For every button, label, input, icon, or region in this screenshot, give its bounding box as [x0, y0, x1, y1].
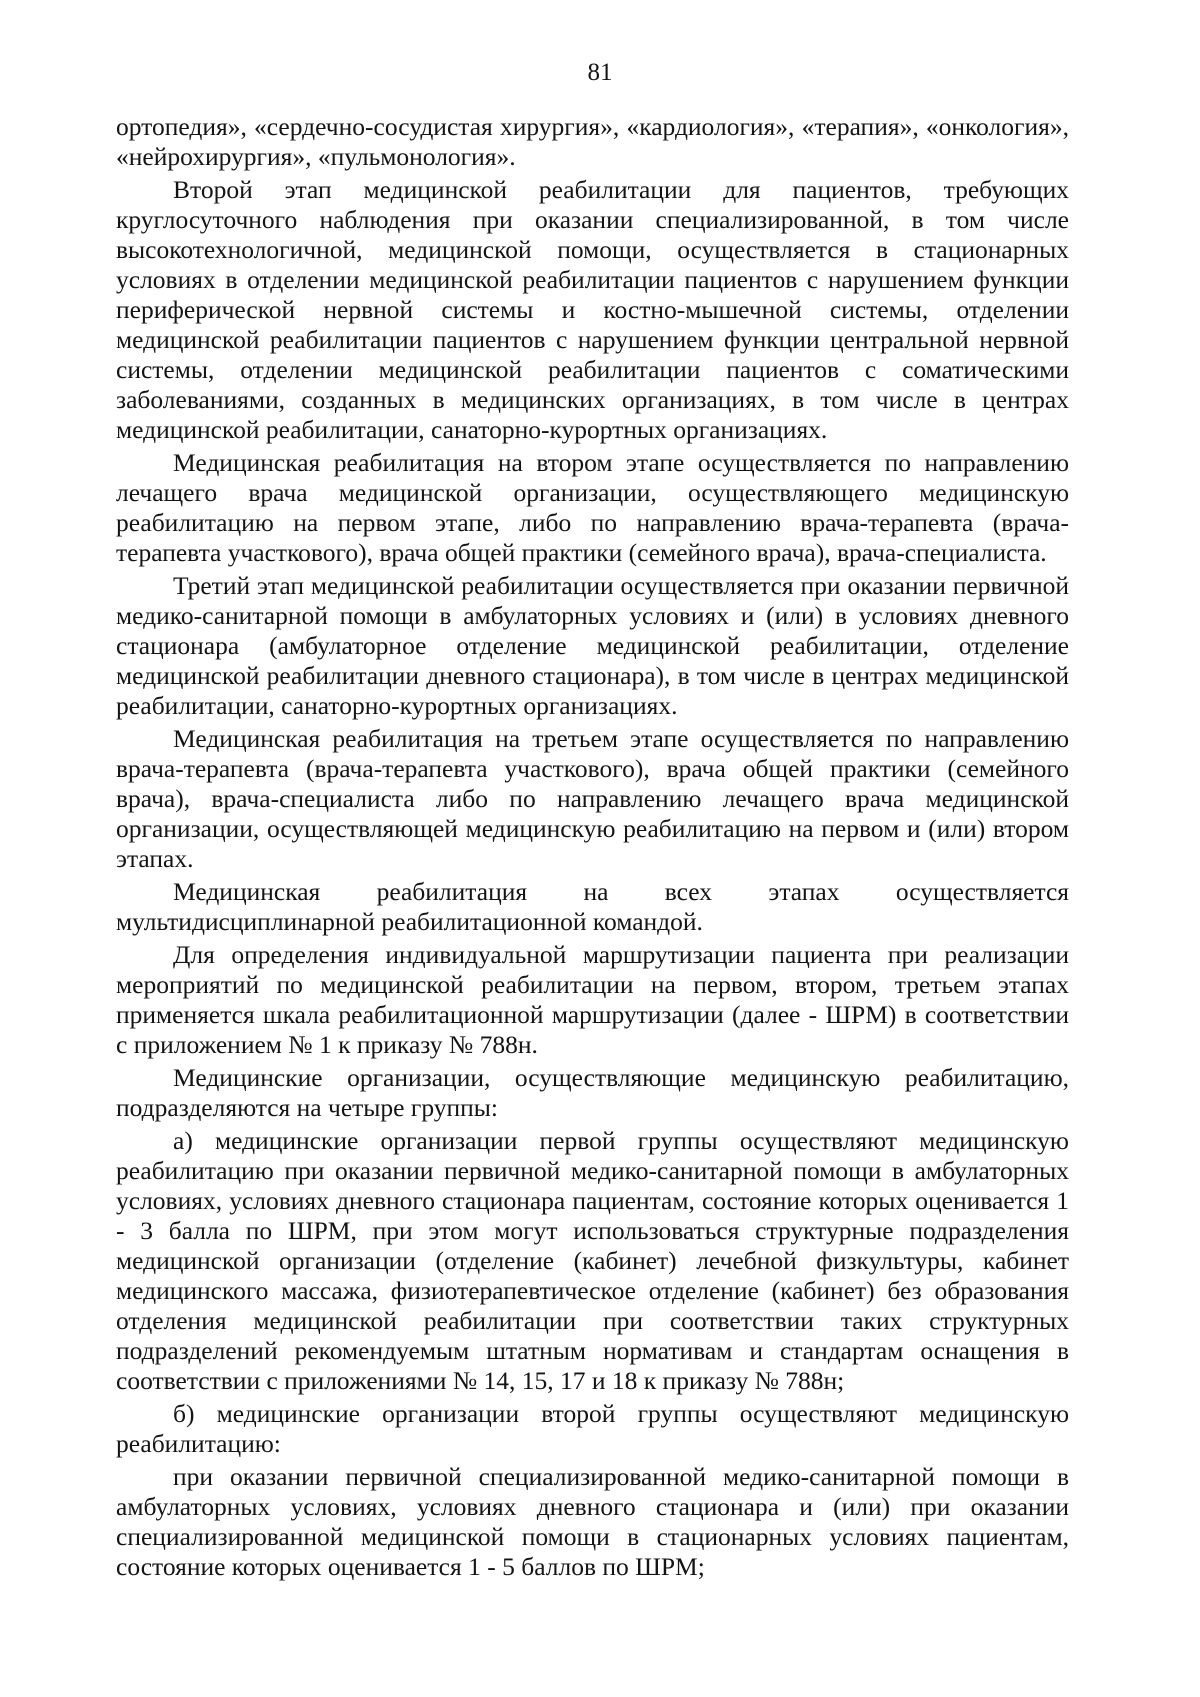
- paragraph-third-stage-referral: Медицинская реабилитация на третьем этапе осуществляется по направлению врача-терапевта (врача-терапевта участкового), врача общей практики (семейного врача), врача-специалиста либо по направлению лечащего врача медицинской организации, осуществляющей медицинскую реабилитацию на первом и (или) втором этапах.: [116, 724, 1069, 873]
- paragraph-routing-scale: Для определения индивидуальной маршрутизации пациента при реализации мероприятий по медицинской реабилитации на первом, втором, третьем этапах применяется шкала реабилитационной маршрутизации (далее - ШРМ) в соответствии с приложением № 1 к приказу № 788н.: [116, 940, 1069, 1059]
- list-item-group-b-detail: при оказании первичной специализированной медико-санитарной помощи в амбулаторных условиях, условиях дневного стационара и (или) при оказании специализированной медицинской помощи в стационарных условиях пациентам, состояние которых оценивается 1 - 5 баллов по ШРМ;: [116, 1462, 1069, 1581]
- list-item-group-a: а) медицинские организации первой группы осуществляют медицинскую реабилитацию при оказании первичной медико-санитарной помощи в амбулаторных условиях, условиях дневного стационара пациентам, состояние которых оценивается 1 - 3 балла по ШРМ, при этом могут использоваться структурные подразделения медицинской организации (отделение (кабинет) лечебной физкультуры, кабинет медицинского массажа, физиотерапевтическое отделение (кабинет) без образования отделения медицинской реабилитации при соответствии таких структурных подразделений рекомендуемым штатным нормативам и стандартам оснащения в соответствии с приложениями № 14, 15, 17 и 18 к приказу № 788н;: [116, 1126, 1069, 1395]
- paragraph-multidisciplinary-team: Медицинская реабилитация на всех этапах осуществляется мультидисциплинарной реабилитационной командой.: [116, 877, 1069, 936]
- paragraph-continuation: ортопедия», «сердечно-сосудистая хирургия», «кардиология», «терапия», «онкология», «нейрохирургия», «пульмонология».: [116, 112, 1069, 171]
- list-item-group-b: б) медицинские организации второй группы осуществляют медицинскую реабилитацию:: [116, 1399, 1069, 1458]
- document-body: [116, 112, 1069, 1585]
- paragraph-second-stage: Второй этап медицинской реабилитации для пациентов, требующих круглосуточного наблюдения при оказании специализированной, в том числе высокотехнологичной, медицинской помощи, осуществляется в стационарных условиях в отделении медицинской реабилитации пациентов с нарушением функции периферической нервной системы и костно-мышечной системы, отделении медицинской реабилитации пациентов с нарушением функции центральной нервной системы, отделении медицинской реабилитации пациентов с соматическими заболеваниями, созданных в медицинских организациях, в том числе в центрах медицинской реабилитации, санаторно-курортных организациях.: [116, 175, 1069, 444]
- paragraph-third-stage: Третий этап медицинской реабилитации осуществляется при оказании первичной медико-санитарной помощи в амбулаторных условиях и (или) в условиях дневного стационара (амбулаторное отделение медицинской реабилитации, отделение медицинской реабилитации дневного стационара), в том числе в центрах медицинской реабилитации, санаторно-курортных организациях.: [116, 571, 1069, 720]
- paragraph-groups-intro: Медицинские организации, осуществляющие медицинскую реабилитацию, подразделяются на четыре группы:: [116, 1063, 1069, 1122]
- page-number: 81: [587, 59, 613, 86]
- paragraph-second-stage-referral: Медицинская реабилитация на втором этапе осуществляется по направлению лечащего врача медицинской организации, осуществляющего медицинскую реабилитацию на первом этапе, либо по направлению врача-терапевта (врача-терапевта участкового), врача общей практики (семейного врача), врача-специалиста.: [116, 448, 1069, 567]
